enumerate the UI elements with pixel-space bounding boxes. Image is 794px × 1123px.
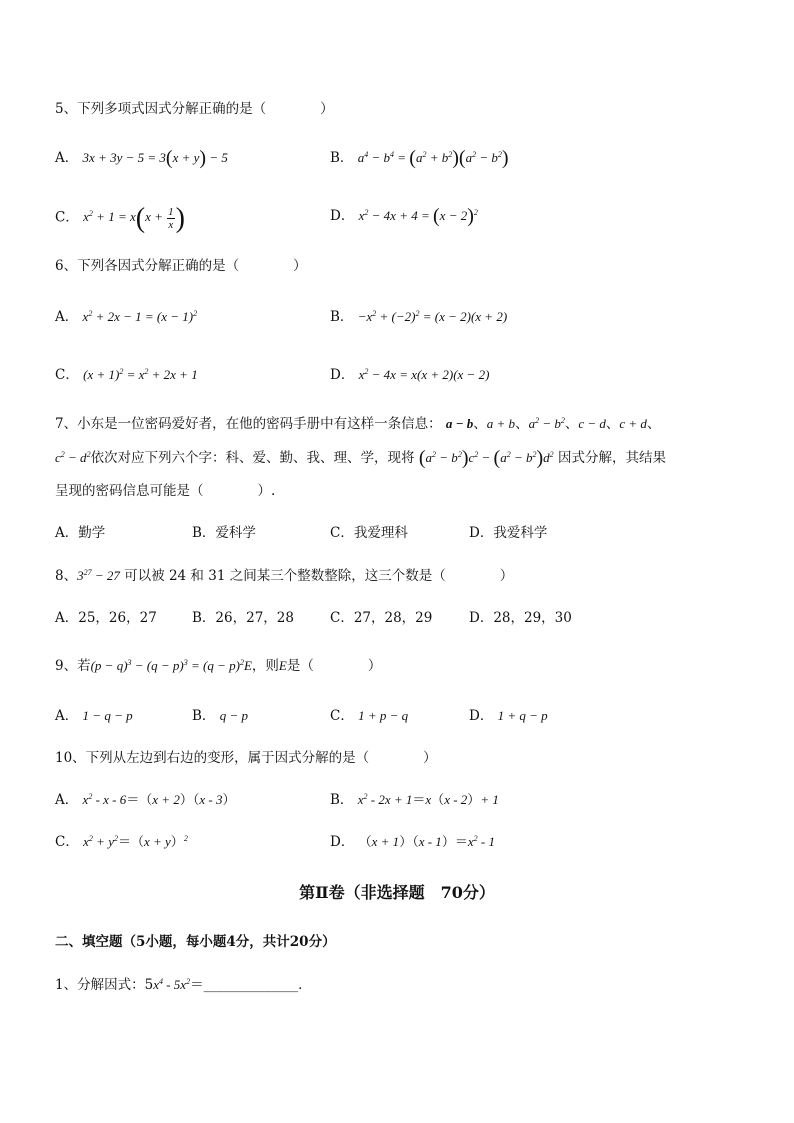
question-7-line-1: 7、小东是一位密码爱好者，在他的密码手册中有这样一条信息： a − b、a + b、$a^2 - b^2$、c − d、c + d、 [55, 416, 661, 432]
q8-option-b: B．26，27，28 [192, 610, 294, 626]
q7-option-b: B．爱科学 [192, 525, 256, 541]
section-2-heading: 二、填空题（5小题，每小题4分，共计20分） [55, 934, 336, 950]
q5-option-a: A． 3x + 3y − 5 = 3(x + y) − 5 [55, 147, 228, 169]
question-10-stem: 10、下列从左边到右边的变形，属于因式分解的是（ ） [55, 750, 437, 766]
question-9-stem: 9、若$(p - q)^3 - (q - p)^3 = (q - p)^2E$，则E是（ ） [55, 658, 382, 674]
q9-option-d: D． 1 + q − p [469, 708, 548, 724]
fill-question-1: 1、分解因式：$5x^4$ - $5x^2=\_\_\_\_\_\_\_\_\_\_\_\_\_\_$． [55, 977, 312, 993]
q7-option-a: A．勤学 [55, 525, 106, 541]
q6-option-d: D． $x^2 - 4x = x(x + 2)(x - 2)$ [330, 367, 490, 383]
q9-option-b: B． q − p [192, 708, 248, 724]
q10-option-b: B． $x^2 - 2x + 1=x(x - 2)+ 1$ [330, 792, 499, 808]
question-6-stem: 6、下列各因式分解正确的是（ ） [55, 258, 307, 274]
q6-option-b: B． $-x^2 + (-2)^2 = (x - 2)(x + 2)$ [330, 309, 508, 325]
question-7-line-3: 呈现的密码信息可能是（ ）. [55, 483, 276, 499]
q7-option-d: D．我爱科学 [469, 525, 548, 541]
q6-option-c: C． $(x + 1)^2 = x^2 + 2x + 1$ [55, 367, 198, 383]
question-5-stem: 5、下列多项式因式分解正确的是（ ） [55, 101, 334, 117]
q7-option-c: C．我爱理科 [330, 525, 408, 541]
q5-option-d: D． $x^2 - 4x + 4 = (x - 2)^2$ [330, 205, 478, 227]
q8-option-c: C．27，28，29 [330, 610, 433, 626]
q6-option-a: A． $x^2 + 2x - 1 = (x - 1)^2$ [55, 309, 198, 325]
section-2-title: 第Ⅱ卷（非选择题 70分） [299, 883, 495, 902]
q8-option-d: D．28，29，30 [469, 610, 572, 626]
q9-option-a: A． 1 − q − p [55, 708, 133, 724]
q5-option-c: C． $x^2 + 1 = x(x$ + $\frac{1}{x}$ ) [55, 203, 185, 235]
q8-option-a: A．25，26，27 [55, 610, 157, 626]
q9-option-c: C． 1 + p − q [330, 708, 409, 724]
q10-option-a: A． $x^2 - x - 6=(x + 2)(x - 3)$ [55, 792, 236, 808]
q10-option-d: D． $(x + 1)(x - 1)=x^2 - 1$ [330, 834, 495, 850]
question-8-stem: 8、$3^{27} - 27$ 可以被 24 和 31 之间某三个整数整除，这三个数是（ ） [55, 568, 514, 584]
q10-option-c: C． $x^2 + y^2=(x + y)^2$ [55, 834, 188, 850]
q5-option-b: B． $a^4 - b^4 = (a^2 + b^2)(a^2 - b^2)$ [330, 147, 509, 169]
question-7-line-2: $c^2 - d^2$依次对应下列六个字：科、爱、勤、我、理、学，现将 $(a^2 - b^2)c^2 - (a^2 - b^2)d^2$ 因式分解，其结果 [55, 447, 666, 469]
